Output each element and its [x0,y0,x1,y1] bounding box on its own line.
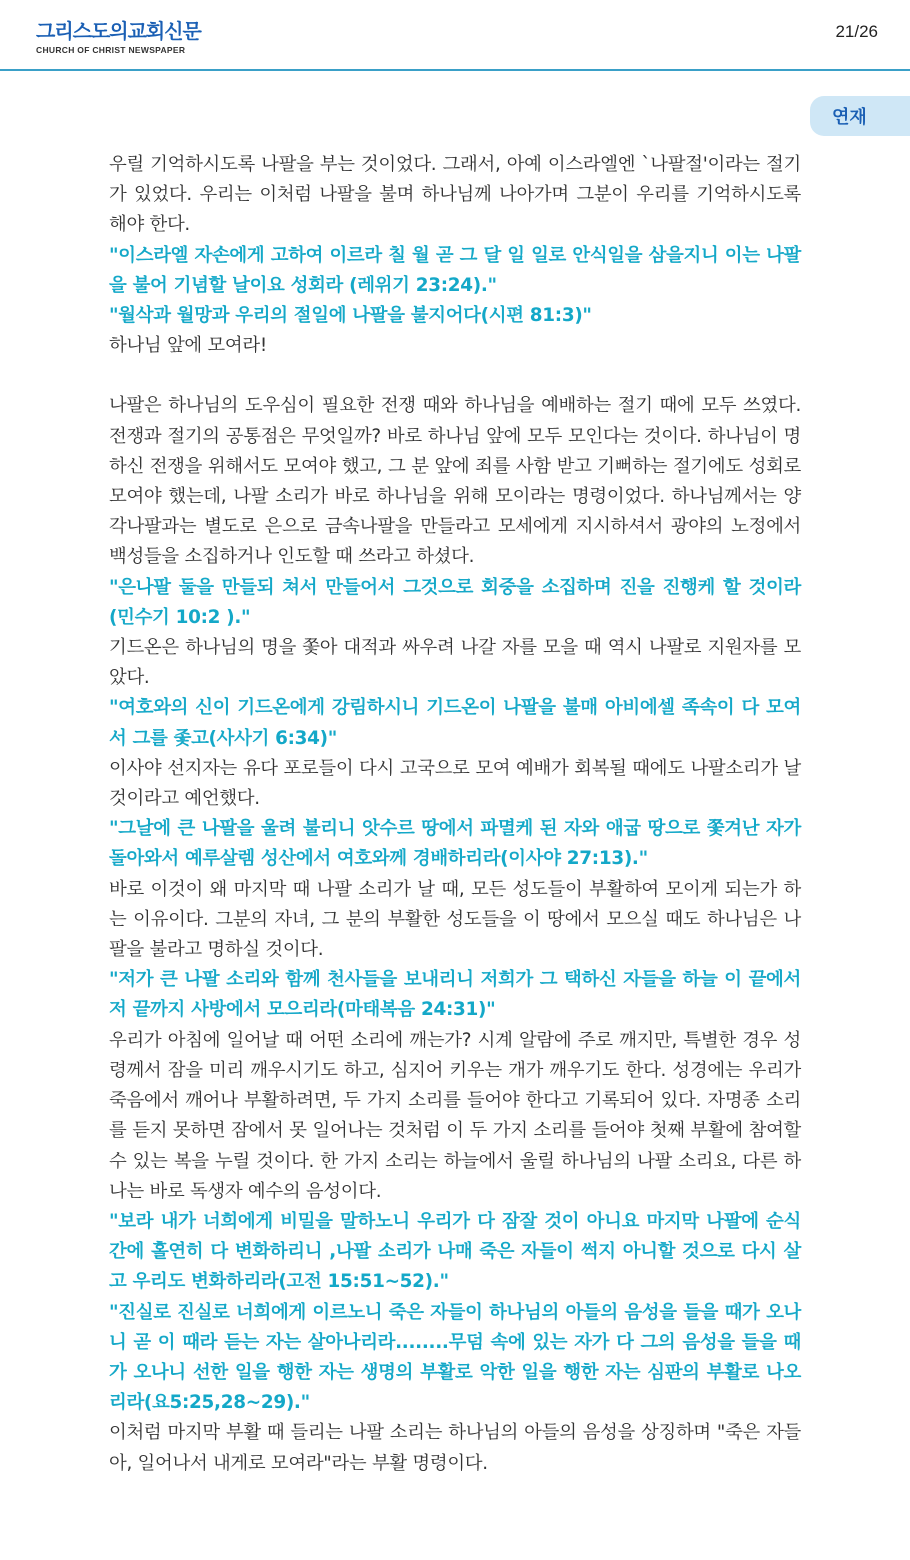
scripture-quote: "은나팔 둘을 만들되 쳐서 만들어서 그것으로 회중을 소집하며 진을 진행케 할 것이라(민수기 10:2 )." [109,576,801,628]
body-paragraph: 우리가 아침에 일어날 때 어떤 소리에 깨는가? 시계 알람에 주로 깨지만, 특별한 경우 성령께서 잠을 미리 깨우시기도 하고, 심지어 키우는 개가 깨우기도 한다. 성경에는 우리가 죽음에서 깨어나 부활하려면, 두 가지 소리를 들어야 한다고 기록되어 있다. 자명종 소리를 듣지 못하면 잠에서 못 일어나는 것처럼 이 두 가지 소리를 들어야 첫째 부활에 참여할 수 있는 복을 누릴 것이다. 한 가지 소리는 하늘에서 울릴 하나님의 나팔 소리요, 다른 하나는 바로 독생자 예수의 음성이다. [109,1029,801,1202]
newspaper-logo-subtitle: CHURCH OF CHRIST NEWSPAPER [36,45,186,55]
scripture-quote: "진실로 진실로 너희에게 이르노니 죽은 자들이 하나님의 아들의 음성을 들을 때가 오나니 곧 이 때라 듣는 자는 살아나리라........무덤 속에 있는 자가 다 그의 음성을 들을 때가 오나니 선한 일을 행한 자는 생명의 부활로 악한 일을 행한 자는 심판의 부활로 나오리라(요5:25,28~29)." [109,1301,801,1414]
section-tab: 연재 [810,96,910,136]
page-header [0,0,910,70]
header-divider [0,69,910,71]
article-body [109,150,801,1479]
scripture-quote: "그날에 큰 나팔을 울려 불리니 앗수르 땅에서 파멸케 된 자와 애굽 땅으로 쫓겨난 자가 돌아와서 예루살렘 성산에서 여호와께 경배하리라(이사야 27:13)." [109,818,801,870]
scripture-quote: "보라 내가 너희에게 비밀을 말하노니 우리가 다 잠잘 것이 아니요 마지막 나팔에 순식간에 홀연히 다 변화하리니 ,나팔 소리가 나매 죽은 자들이 썩지 아니할 것으로 다시 살고 우리도 변화하리라(고전 15:51~52)." [109,1210,801,1293]
body-paragraph: 이사야 선지자는 유다 포로들이 다시 고국으로 모여 예배가 회복될 때에도 나팔소리가 날 것이라고 예언했다. [109,757,801,810]
page-number: 21/26 [835,22,878,41]
body-paragraph: 이처럼 마지막 부활 때 들리는 나팔 소리는 하나님의 아들의 음성을 상징하며 "죽은 자들아, 일어나서 내게로 모여라"라는 부활 명령이다. [109,1422,801,1474]
body-paragraph: 하나님 앞에 모여라! [109,335,267,357]
body-paragraph: 기드온은 하나님의 명을 쫓아 대적과 싸우려 나갈 자를 모을 때 역시 나팔로 지원자를 모았다. [109,637,801,689]
newspaper-logo: 그리스도의교회신문 [36,19,201,43]
body-paragraph: 나팔은 하나님의 도우심이 필요한 전쟁 때와 하나님을 예배하는 절기 때에 모두 쓰였다. 전쟁과 절기의 공통점은 무엇일까? 바로 하나님 앞에 모두 모인다는 것이다. 하나님이 명하신 전쟁을 위해서도 모여야 했고, 그 분 앞에 죄를 사함 받고 기뻐하는 절기에도 성회로 모여야 했는데, 나팔 소리가 바로 하나님을 위해 모이라는 명령이었다. 하나님께서는 양각나팔과는 별도로 은으로 금속나팔을 만들라고 모세에게 지시하셔서 광야의 노정에서 백성들을 소집하거나 인도할 때 쓰라고 하셨다. [109,395,801,568]
scripture-quote: "이스라엘 자손에게 고하여 이르라 칠 월 곧 그 달 일 일로 안식일을 삼을지니 이는 나팔을 불어 기념할 날이요 성회라 (레위기 23:24)." [109,244,801,296]
scripture-quote: "저가 큰 나팔 소리와 함께 천사들을 보내리니 저희가 그 택하신 자들을 하늘 이 끝에서 저 끝까지 사방에서 모으리라(마태복음 24:31)" [109,969,801,1021]
scripture-quote: "여호와의 신이 기드온에게 강림하시니 기드온이 나팔을 불매 아비에셀 족속이 다 모여서 그를 좇고(사사기 6:34)" [109,697,801,749]
body-paragraph: 바로 이것이 왜 마지막 때 나팔 소리가 날 때, 모든 성도들이 부활하여 모이게 되는가 하는 이유이다. 그분의 자녀, 그 분의 부활한 성도들을 이 땅에서 모으실 때도 하나님은 나팔을 불라고 명하실 것이다. [109,878,801,961]
body-paragraph: 우릴 기억하시도록 나팔을 부는 것이었다. 그래서, 아예 이스라엘엔 `나팔절'이라는 절기가 있었다. 우리는 이처럼 나팔을 불며 하나님께 나아가며 그분이 우리를 기억하시도록 해야 한다. [109,154,801,236]
paragraph-spacer [109,361,801,391]
scripture-quote: "월삭과 월망과 우리의 절일에 나팔을 불지어다(시편 81:3)" [109,305,592,327]
